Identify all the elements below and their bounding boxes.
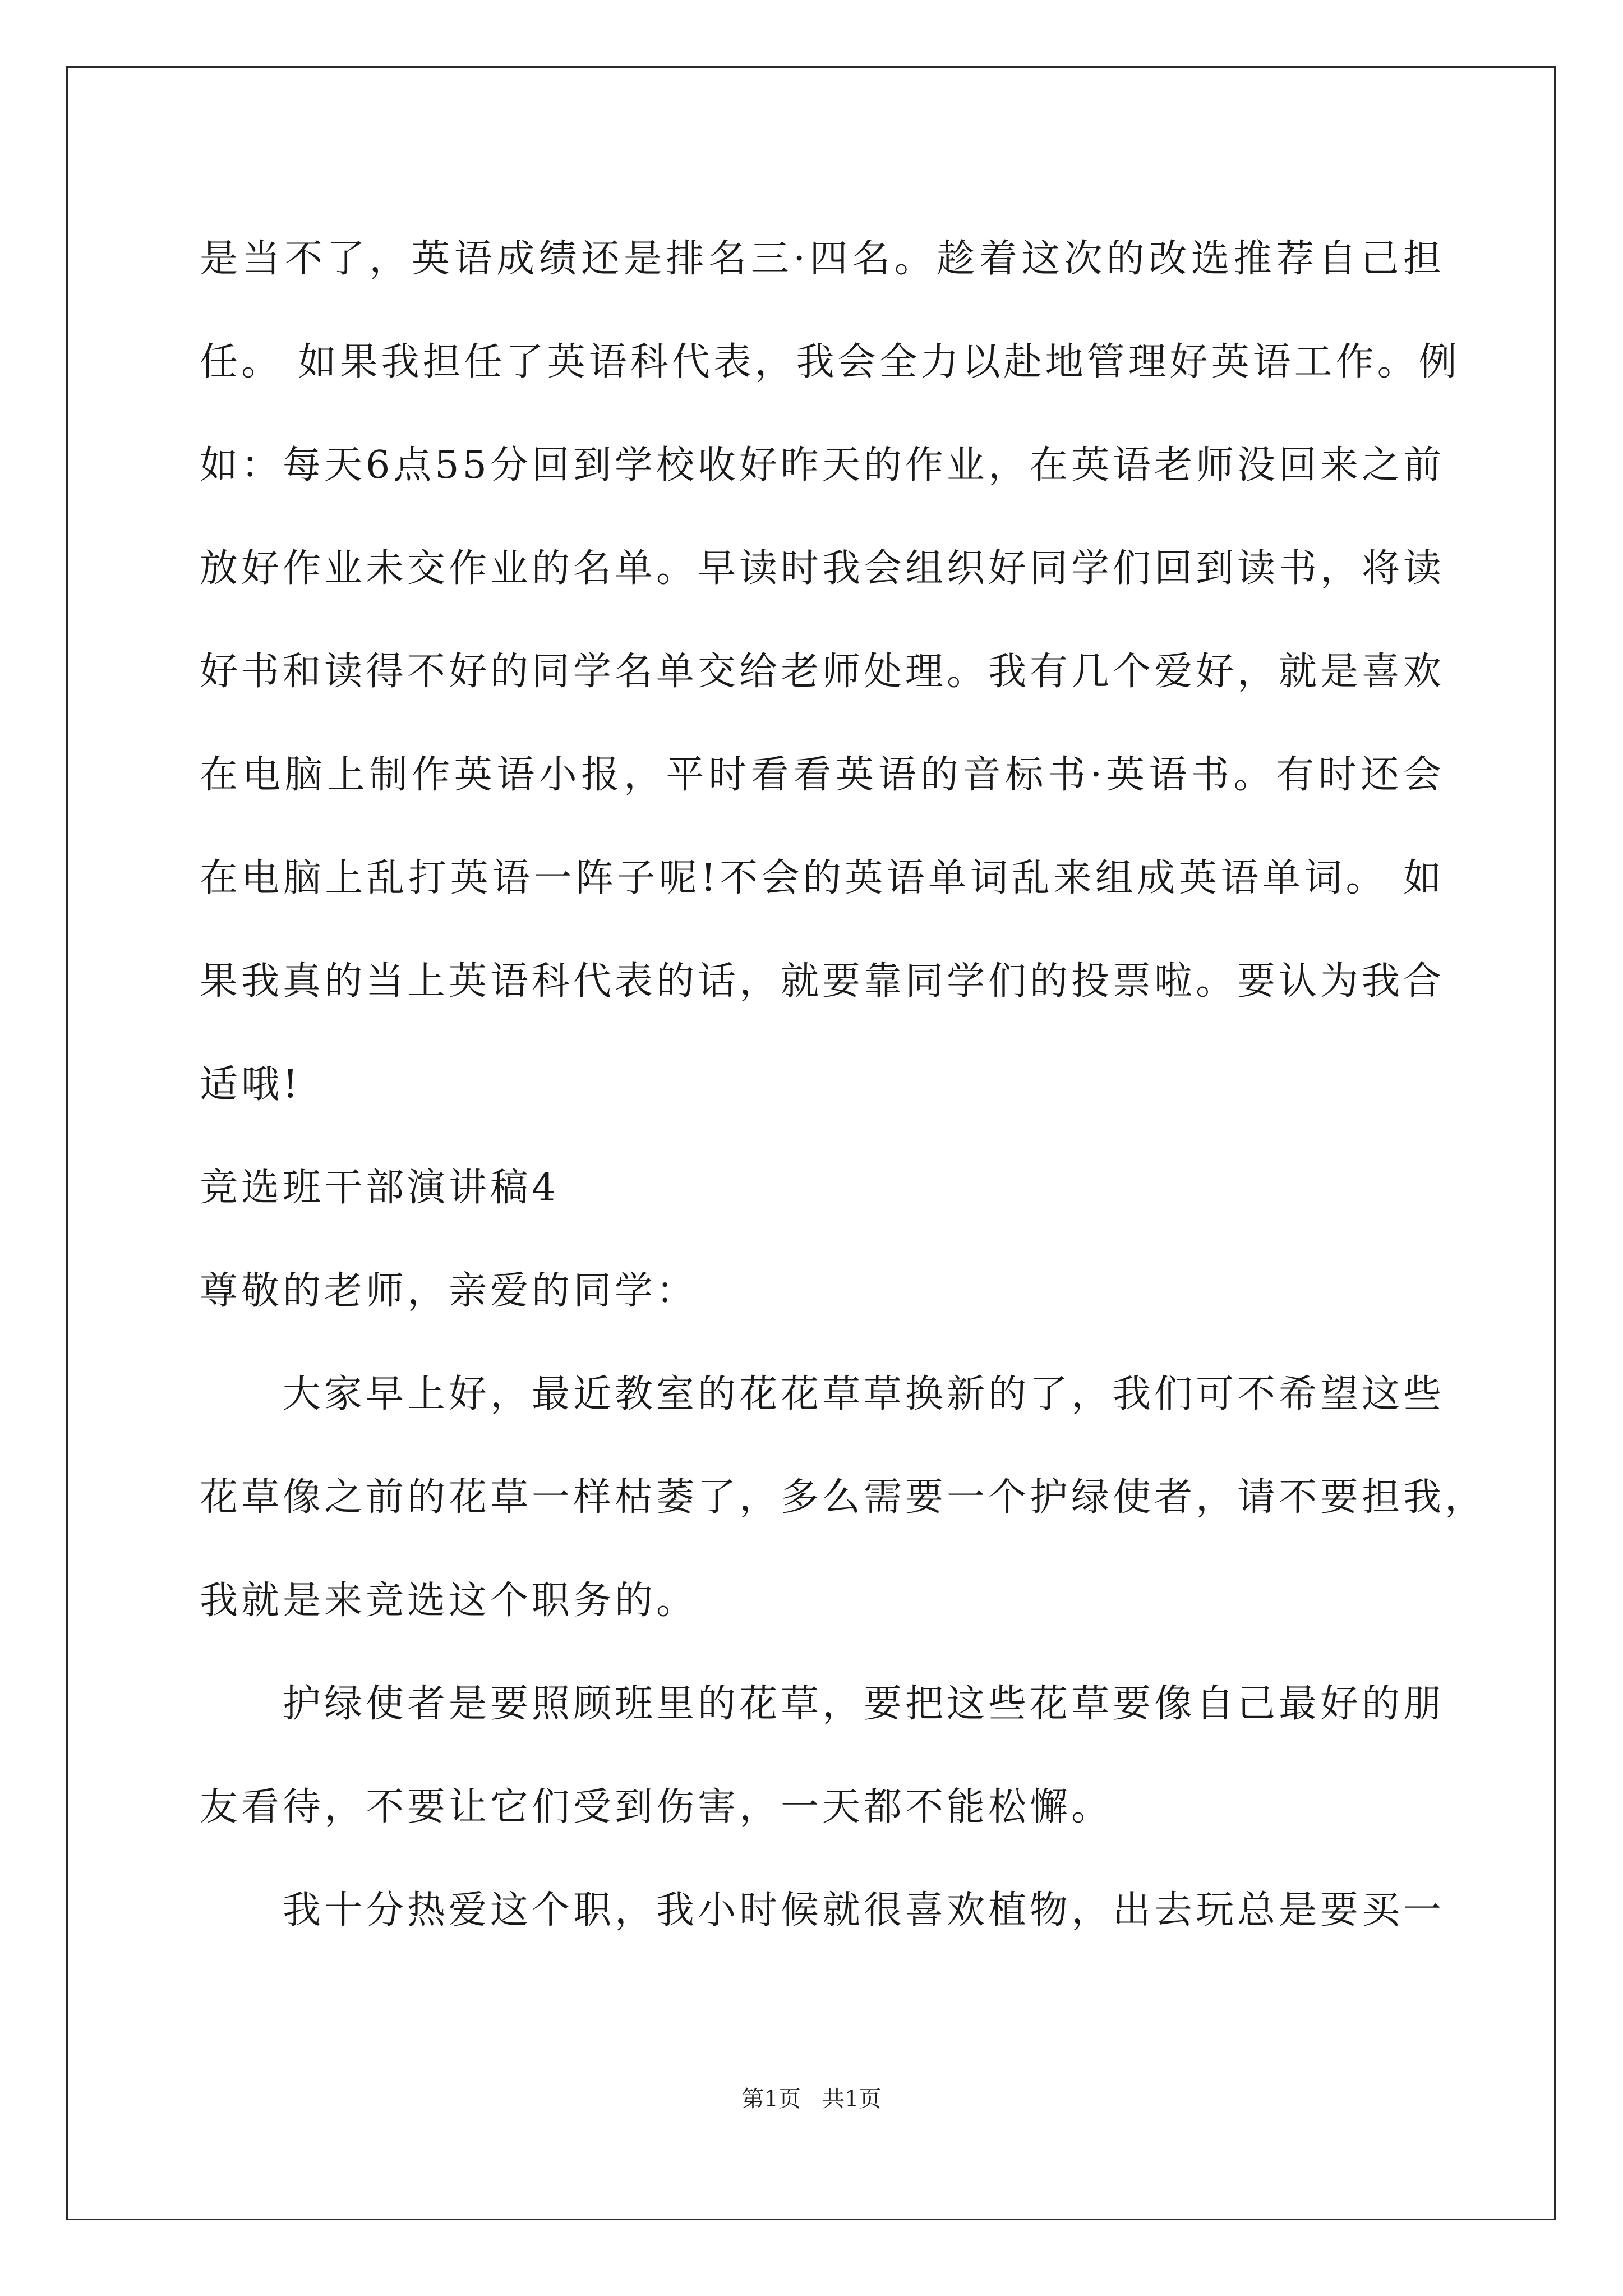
body-line: 如：每天6点55分回到学校收好昨天的作业，在英语老师没回来之前 (200, 443, 1445, 487)
body-line: 友看待，不要让它们受到伤害，一天都不能松懈。 (200, 1785, 1113, 1829)
body-line: 竞选班干部演讲稿4 (200, 1166, 560, 1210)
body-line: 在电脑上乱打英语一阵子呢!不会的英语单词乱来组成英语单词。 如 (200, 856, 1445, 900)
body-line: 花草像之前的花草一样枯萎了，多么需要一个护绿使者，请不要担我， (200, 1475, 1487, 1520)
document-body (200, 208, 1487, 1962)
body-line: 任。 如果我担任了英语科代表，我会全力以赴地管理好英语工作。例 (200, 340, 1460, 384)
body-line: 是当不了，英语成绩还是排名三·四名。趁着这次的改选推荐自己担 (200, 237, 1445, 281)
page-footer: 第1页 共1页 (741, 2086, 882, 2112)
body-line: 我就是来竞选这个职务的。 (200, 1579, 698, 1623)
body-line: 大家早上好，最近教室的花花草草换新的了，我们可不希望这些 (283, 1372, 1445, 1416)
body-line: 我十分热爱这个职，我小时候就很喜欢植物，出去玩总是要买一 (283, 1888, 1445, 1932)
body-line: 果我真的当上英语科代表的话，就要靠同学们的投票啦。要认为我合 (200, 959, 1445, 1004)
body-line: 在电脑上制作英语小报，平时看看英语的音标书·英语书。有时还会 (200, 753, 1445, 797)
body-line: 好书和读得不好的同学名单交给老师处理。我有几个爱好，就是喜欢 (200, 650, 1445, 694)
body-line: 适哦! (200, 1062, 302, 1107)
body-line: 护绿使者是要照顾班里的花草，要把这些花草要像自己最好的朋 (283, 1682, 1445, 1726)
body-line: 尊敬的老师，亲爱的同学： (200, 1269, 698, 1313)
body-line: 放好作业未交作业的名单。早读时我会组织好同学们回到读书，将读 (200, 546, 1445, 591)
